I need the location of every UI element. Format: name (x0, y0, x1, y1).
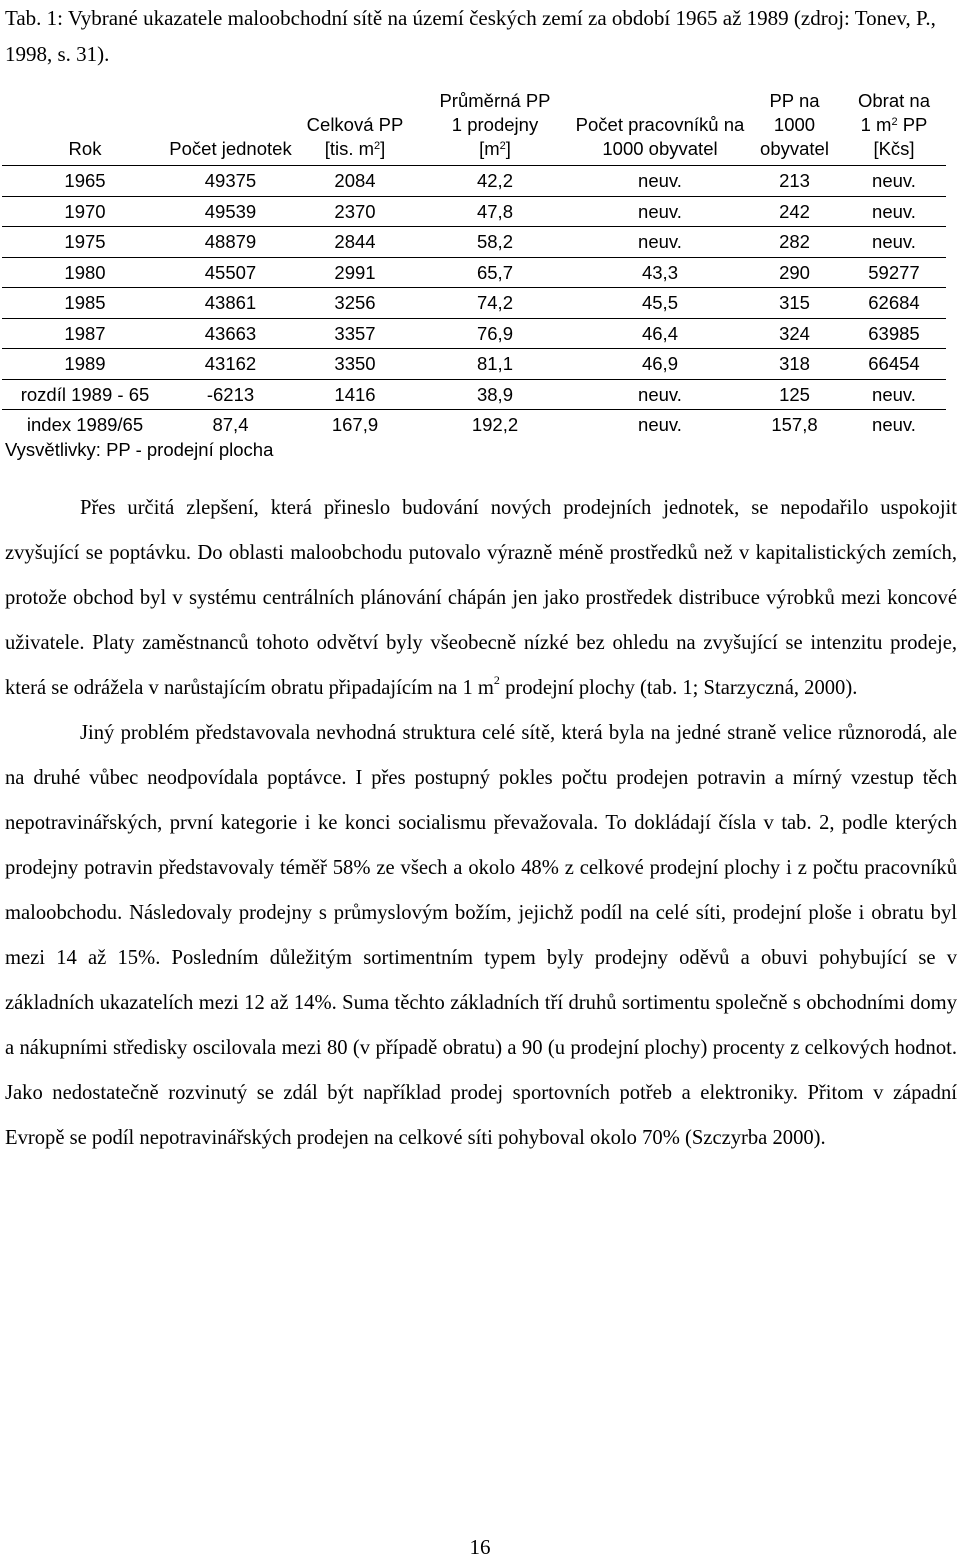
table-row (2, 410, 946, 440)
table-cell: 2370 (293, 196, 417, 227)
table-cell: 125 (747, 379, 842, 410)
table-row (2, 379, 946, 410)
table-row (2, 196, 946, 227)
table-cell: 43162 (168, 349, 293, 380)
table-cell: 74,2 (417, 288, 573, 319)
table-cell: 3357 (293, 318, 417, 349)
table-cell: 2991 (293, 257, 417, 288)
table-cell: neuv. (842, 227, 946, 258)
table-header-row (2, 89, 946, 166)
header-pp-na-1000: PP na 1000 obyvatel (747, 89, 842, 166)
body-text (5, 486, 957, 1161)
header-obrat: Obrat na 1 $m^2$ PP [Kčs] (842, 89, 946, 166)
table-cell: 1985 (2, 288, 168, 319)
table-cell: 1980 (2, 257, 168, 288)
table-cell: 58,2 (417, 227, 573, 258)
paragraph-2: Jiný problém představovala nevhodná struktura celé sítě, která byla na jedné straně velice různorodá, ale na druhé vůbec neodpovídala poptávce. I přes postupný pokles počtu prodejen potravin a mírný vzestup těch nepotravinářských, první kategorie i ke konci socialismu převažovala. To dokládají čísla v tab. 2, podle kterých prodejny potravin představovaly téměř 58% ze všech a okolo 48% z celkové prodejní plochy i z počtu pracovníků maloobchodu. Následovaly prodejny s průmyslovým božím, jejichž podíl na celé síti, prodejní ploše i obratu byl mezi 14 až 15%. Posledním důležitým sortimentním typem byly prodejny oděvů a obuvi pohybující se v základních ukazatelích mezi 12 až 14%. Suma těchto základních tří druhů sortimentu společně s obchodními domy a nákupními středisky oscilovala mezi 80 (v případě obratu) a 90 (u prodejní plochy) procenty z celkových hodnot. Jako nedostatečně rozvinutý se zdál být například prodej sportovních potřeb a elektroniky. Přitom v západní Evropě se podíl nepotravinářských prodejen na celkové síti pohyboval okolo 70% (Szczyrba 2000). (5, 722, 957, 1149)
table-caption: Tab. 1: Vybrané ukazatele maloobchodní sítě na území českých zemí za období 1965 až 1989 (zdroj: Tonev, P., 1998, s. 31). (5, 6, 936, 66)
table-cell: 1416 (293, 379, 417, 410)
table-cell: 49539 (168, 196, 293, 227)
table-cell: 3350 (293, 349, 417, 380)
table-cell: 81,1 (417, 349, 573, 380)
table-cell: 43,3 (573, 257, 747, 288)
table-row (2, 288, 946, 319)
table-cell: 46,4 (573, 318, 747, 349)
table-cell: neuv. (573, 379, 747, 410)
table-row (2, 227, 946, 258)
table-cell: 43663 (168, 318, 293, 349)
retail-indicators-table (2, 89, 946, 440)
table-cell: -6213 (168, 379, 293, 410)
page-number: 16 (469, 1535, 491, 1559)
header-pocet-pracovniku: Počet pracovníků na 1000 obyvatel (573, 89, 747, 166)
table-cell: 65,7 (417, 257, 573, 288)
table-cell: 2084 (293, 166, 417, 197)
table-cell: 324 (747, 318, 842, 349)
table-cell: 213 (747, 166, 842, 197)
table-cell: 62684 (842, 288, 946, 319)
table-cell: index 1989/65 (2, 410, 168, 440)
table-cell: 1975 (2, 227, 168, 258)
table-cell: 1987 (2, 318, 168, 349)
table-cell: neuv. (573, 166, 747, 197)
table-cell: 49375 (168, 166, 293, 197)
table-cell: 318 (747, 349, 842, 380)
table-cell: 63985 (842, 318, 946, 349)
table-cell: 3256 (293, 288, 417, 319)
table-row (2, 318, 946, 349)
table-cell: 167,9 (293, 410, 417, 440)
table-row (2, 166, 946, 197)
table-cell: 315 (747, 288, 842, 319)
table-cell: 47,8 (417, 196, 573, 227)
paragraph-1: Přes určitá zlepšení, která přineslo budování nových prodejních jednotek, se nepodařilo uspokojit zvyšující se poptávku. Do oblasti maloobchodu putovalo výrazně méně prostředků než v kapitalistických zemích, protože obchod byl v systému centrálních plánování chápán jen jako prostředek distribuce výrobků mezi koncové uživatele. Platy zaměstnanců tohoto odvětví byly všeobecně nízké bez ohledu na zvyšující se intenzitu prodeje, která se odrážela v narůstajícím obratu připadajícím na 1 $m^2$ prodejní plochy (tab. 1; Starzyczná, 2000). (5, 497, 957, 699)
table-cell: 290 (747, 257, 842, 288)
table-cell: 157,8 (747, 410, 842, 440)
table-cell: 242 (747, 196, 842, 227)
header-pocet-jednotek: Počet jednotek (168, 89, 293, 166)
table-cell: 1965 (2, 166, 168, 197)
table-cell: 1970 (2, 196, 168, 227)
table-cell: 87,4 (168, 410, 293, 440)
table-row (2, 257, 946, 288)
table-cell: 2844 (293, 227, 417, 258)
table-cell: neuv. (842, 166, 946, 197)
table-cell: 66454 (842, 349, 946, 380)
table-cell: 76,9 (417, 318, 573, 349)
table-cell: neuv. (842, 196, 946, 227)
table-cell: 43861 (168, 288, 293, 319)
table-cell: 192,2 (417, 410, 573, 440)
header-rok: Rok (2, 89, 168, 166)
table-cell: 45,5 (573, 288, 747, 319)
table-cell: 59277 (842, 257, 946, 288)
table-cell: 1989 (2, 349, 168, 380)
table-cell: neuv. (573, 227, 747, 258)
header-prumerna-pp: Průměrná PP 1 prodejny $[m^2]$ (417, 89, 573, 166)
header-celkova-pp: Celková PP [tis. $m^2$] (293, 89, 417, 166)
table-cell: 38,9 (417, 379, 573, 410)
table-cell: 42,2 (417, 166, 573, 197)
table-cell: neuv. (573, 410, 747, 440)
table-cell: neuv. (573, 196, 747, 227)
table-cell: neuv. (842, 410, 946, 440)
table-row (2, 349, 946, 380)
table-cell: 48879 (168, 227, 293, 258)
table-cell: neuv. (842, 379, 946, 410)
table-cell: 46,9 (573, 349, 747, 380)
table-cell: rozdíl 1989 - 65 (2, 379, 168, 410)
table-cell: 282 (747, 227, 842, 258)
table-cell: 45507 (168, 257, 293, 288)
table-note: Vysvětlivky: PP - prodejní plocha (5, 439, 274, 460)
